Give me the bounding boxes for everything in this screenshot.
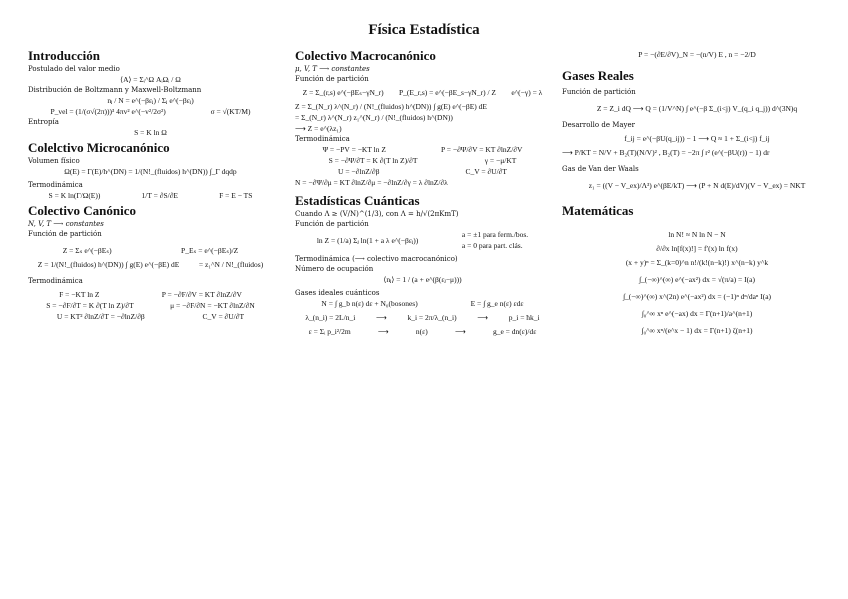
formula-z-macro-integral: Z = Σ_(N_r) λ^(N_r) / (N!_(fluidos) h^(DN)) ∫ g(E) e^(−βE) dE: [295, 102, 488, 111]
formula-ocupacion: ⟨nⱼ⟩ = 1 / (a + e^(β(εⱼ−μ))): [383, 275, 462, 284]
label-van-der-waals: Gas de Van der Waals: [562, 165, 639, 173]
label-constantes-canon: N, V, T ⟶ constantes: [28, 220, 104, 228]
label-particion-reales: Función de partición: [562, 88, 636, 96]
formula-n-gas: N = ∫ g_b n(ε) dε + N₀(bosones): [321, 299, 418, 308]
label-termo-micro: Termodinámica: [28, 181, 83, 189]
formula-z-exp: ⟶ Z = e^(λz₁): [295, 124, 342, 133]
label-ocupacion: Número de ocupación: [295, 265, 374, 273]
formula-z-integral: Z = 1/(N!_(fluidos) h^(DN)) ∫ g(E) e^(−βE) dE: [37, 260, 180, 269]
label-mayer: Desarrollo de Mayer: [562, 121, 635, 129]
formula-z-macro-z1: = Σ_(N_r) λ^(N_r) z₁^(N_r) / (N!_(fluidos) h^(DN)): [295, 113, 453, 122]
label-particion-canon: Función de partición: [28, 230, 102, 238]
label-volumen: Volumen físico: [28, 157, 80, 165]
formula-sigma: σ = √(KT/M): [210, 107, 251, 116]
section-heading-cuanticas: Estadísticas Cuánticas: [295, 193, 420, 208]
formula-mu-canon: μ = −∂F/∂N = −KT ∂lnZ/∂N: [170, 301, 255, 310]
label-particion-macro: Función de partición: [295, 75, 369, 83]
formula-derivada-log: ∂/∂x ln[f(x)!] = f′(x) ln f(x): [656, 244, 738, 253]
label-entropia: Entropía: [28, 118, 59, 126]
formula-stirling: ln N! ≈ N ln N − N: [668, 230, 726, 239]
formula-s-micro: S = K ln(Γ/Ω(E)): [48, 191, 101, 200]
formula-pres-macro: P = −∂Ψ/∂V = KT ∂lnZ/∂V: [441, 145, 523, 154]
formula-volumen: Ω(E) = Γ(E)/h^(DN) = 1/(N!_(fluidos) h^(DN)) ∫_Γ dqdp: [64, 167, 237, 176]
section-heading-matematicas: Matemáticas: [562, 203, 634, 218]
section-heading-introduccion: Introducción: [28, 48, 100, 63]
formula-cv-macro: C_V = ∂U/∂T: [465, 167, 507, 176]
label-termo-macro: Termodinámica: [295, 135, 350, 143]
formula-gamma-int: ∫₀^∞ xⁿ e^(−ax) dx = Γ(n+1)/a^(n+1): [641, 309, 753, 318]
formula-boltzmann: nⱼ / N = e^(−βεⱼ) / Σⱼ e^(−βεⱼ): [107, 96, 194, 105]
formula-n-eps: n(ε): [415, 327, 428, 336]
formula-cv-canon: C_V = ∂U/∂T: [202, 312, 245, 321]
formula-e-gas: E = ∫ g_e n(ε) εdε: [470, 299, 524, 308]
formula-lambda: λ_(n_i) = 2L/n_i: [305, 313, 356, 322]
formula-f-canon: F = −KT ln Z: [59, 290, 100, 299]
arrow-4: ⟶: [454, 327, 466, 336]
formula-k: k_i = 2π/λ_(n_i): [407, 313, 457, 322]
formula-presion-energia: P = −(∂E/∂V)_N = −(n/V) E , n = −2/D: [638, 50, 756, 59]
page-title: Física Estadística: [368, 22, 480, 38]
arrow-1: ⟶: [375, 313, 387, 322]
formula-z-canon: Z = Σₛ e^(−βEₛ): [62, 246, 112, 255]
column-right: [562, 46, 832, 336]
label-boltzmann: Distribución de Boltzmann y Maxwell-Boltzmann: [28, 86, 202, 94]
label-termo-cuantica: Termodinámica (⟶ colectivo macrocanónico): [295, 255, 458, 263]
formula-ge: g_e = dn(ε)/dε: [492, 327, 537, 336]
formula-lnz-cuantica: ln Z = (1/a) Σⱼ ln(1 + a λ e^(−βεⱼ)): [316, 235, 419, 245]
formula-van-der-waals: z₁ = ((V − V_ex)/Λ³) e^(βE/kT) ⟶ (P + N d(E)/dV)(V − V_ex) = NKT: [588, 181, 806, 190]
formula-caso-cuantico: a = ±1 para ferm./bos.: [461, 230, 529, 239]
formula-u-macro: U = −∂lnZ/∂β: [338, 167, 380, 176]
formula-s-macro: S = −∂Ψ/∂T = K ∂(T ln Z)/∂T: [328, 156, 418, 165]
formula-u-canon: U = KT² ∂lnZ/∂T = −∂lnZ/∂β: [56, 312, 145, 321]
formula-valor-medio: ⟨A⟩ = Σᵢ^Ω AᵢΩᵢ / Ω: [120, 75, 181, 84]
label-termo-canon: Termodinámica: [28, 277, 83, 285]
formula-gaussiana: ∫_(−∞)^(∞) e^(−ax²) dx = √(π/a) = I(a): [639, 275, 755, 284]
formula-z-macro: Z = Σ_(r,s) e^(−βEₛ−γN_r): [302, 88, 384, 97]
formula-z-z1: = z₁^N / N!_(fluidos): [198, 260, 264, 269]
formula-fugacidad: e^(−γ) = λ: [511, 88, 543, 97]
label-constantes-macro: μ, V, T ⟶ constantes: [295, 65, 370, 73]
formula-entropia: S = K ln Ω: [134, 128, 167, 137]
formula-s-canon: S = −∂F/∂T = K ∂(T ln Z)/∂T: [46, 301, 134, 310]
section-heading-microcanonico: Colelctivo Microcanónico: [28, 140, 170, 155]
formula-maxwell: P_vel = (1/(σ√(2π)))³ 4πv² e^(−v²/2σ²): [50, 107, 166, 116]
formula-zeta-int: ∫₀^∞ xⁿ/(e^x − 1) dx = Γ(n+1) ζ(n+1): [641, 326, 753, 335]
arrow-3: ⟶: [377, 327, 389, 336]
formula-epsilon: ε = Σᵢ p_i²/2m: [308, 327, 351, 336]
formula-z-reales: Z = Z_i dQ ⟶ Q = (1/V^N) ∫ e^(−β Σ_(i<j) V_(q_i q_j)) d^(3N)q: [596, 104, 798, 113]
column-middle: [295, 46, 550, 337]
formula-gamma: γ = −μ/KT: [484, 156, 517, 165]
formula-p-canon: P_Eₛ = e^(−βEₛ)/Z: [181, 246, 239, 255]
formula-temp-micro: 1/T = ∂S/∂E: [141, 191, 178, 200]
formula-psi: Ψ = −PV = −KT ln Z: [322, 145, 386, 154]
formula-virial: ⟶ P/KT = N/V + B₂(T)(N/V)² , B₂(T) = −2π ∫ r² (e^(−βU(r)) − 1) dr: [562, 148, 770, 157]
arrow-2: ⟶: [477, 313, 489, 322]
column-left: [28, 46, 273, 322]
formula-momentos-gauss: ∫_(−∞)^(∞) x^(2n) e^(−ax²) dx = (−1)ⁿ dⁿ/daⁿ I(a): [622, 292, 772, 301]
label-condicion-cuantica: Cuando Λ ≥ (V/N)^(1/3), con Λ = h/√(2πKmT): [295, 210, 459, 218]
section-heading-canonico: Colectivo Canónico: [28, 203, 136, 218]
section-heading-macrocanonico: Colectivo Macrocanónico: [295, 48, 436, 63]
formula-n-macro: N = −∂Ψ/∂μ = KT ∂lnZ/∂μ = −∂lnZ/∂γ = λ ∂lnZ/∂λ: [295, 178, 448, 187]
formula-mayer: f_ij = e^(−βU(q_ij)) − 1 ⟶ Q ≈ 1 + Σ_(i<j) f_ij: [624, 134, 770, 143]
formula-binomio: (x + y)ⁿ = Σ_(k=0)^n n!/(k!(n−k)!) x^(n−k) y^k: [625, 258, 769, 267]
formula-pres-canon: P = −∂F/∂V = KT ∂lnZ/∂V: [161, 290, 242, 299]
label-gases-ideales: Gases ideales cuánticos: [295, 289, 380, 297]
formula-f-micro: F = E − TS: [219, 191, 253, 200]
formula-p: p_i = ħk_i: [508, 313, 540, 322]
section-heading-gases-reales: Gases Reales: [562, 68, 634, 83]
formula-caso-clasico: a = 0 para part. clás.: [461, 241, 523, 250]
formula-p-macro: P_(E_r,s) = e^(−βE_s−γN_r) / Z: [399, 88, 496, 97]
label-postulado: Postulado del valor medio: [28, 65, 120, 73]
label-particion-cuantica: Función de partición: [295, 220, 369, 228]
